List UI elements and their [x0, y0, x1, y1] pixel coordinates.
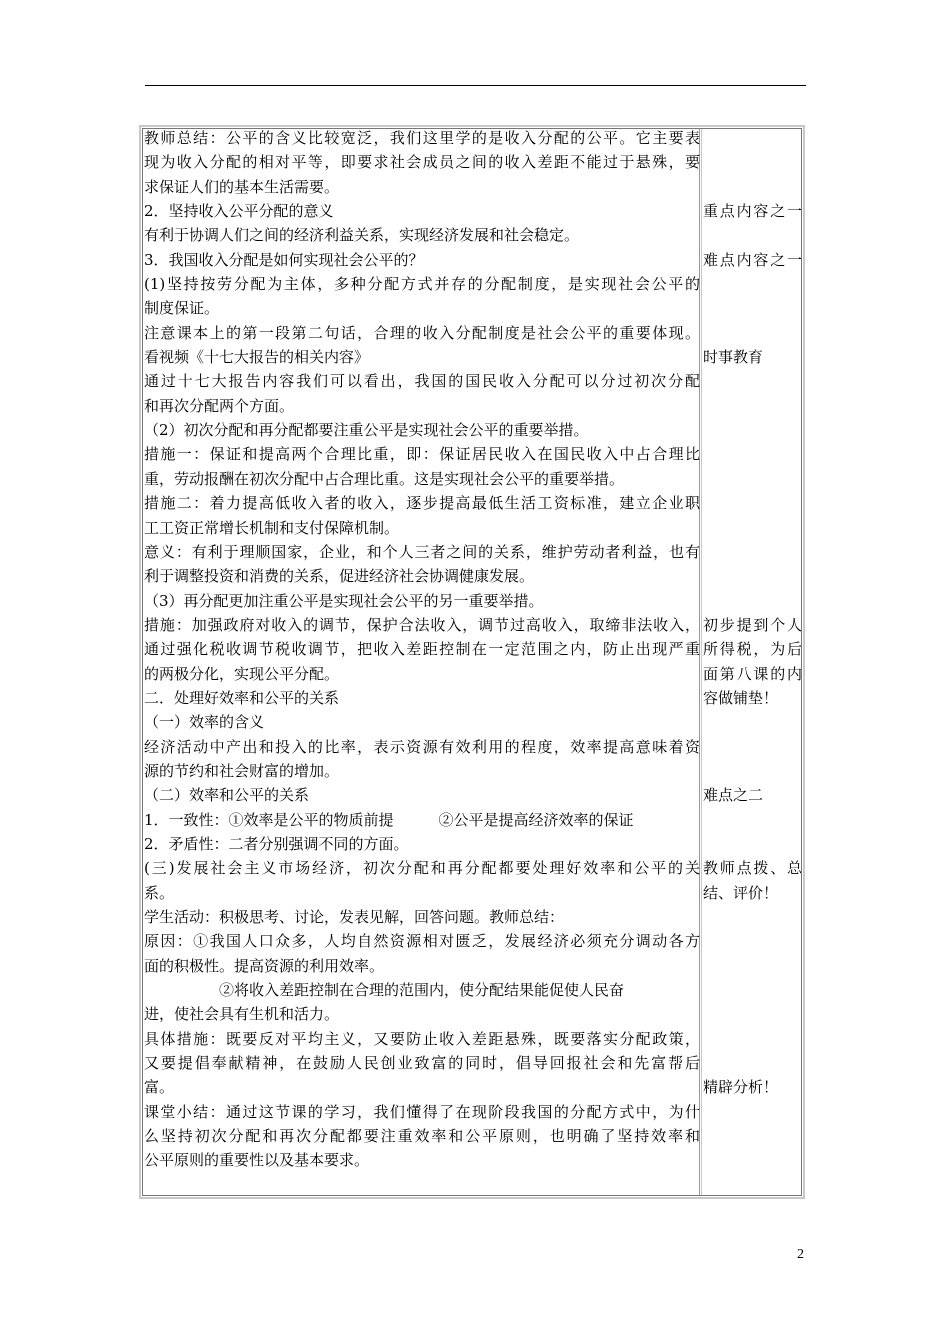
content-line: 二．处理好效率和公平的关系: [144, 688, 340, 707]
note-line: 教师点拨、总: [703, 859, 802, 878]
note-line: [703, 710, 803, 734]
note-line: [703, 150, 803, 174]
content-line: 措施：加强政府对收入的调节，保护合法收入，调节过高收入，取缔非法收入，: [144, 615, 700, 634]
content-line: (三)发展社会主义市场经济，初次分配和再分配都要处理好效率和公平的关: [144, 859, 700, 878]
note-line: [703, 223, 803, 247]
content-line: 进，使社会具有生机和活力。: [144, 1005, 340, 1024]
content-line: 1．一致性：①效率是公平的物质前提 ②公平是提高经济效率的保证: [144, 810, 634, 829]
note-line: [703, 394, 803, 418]
content-line: （一）效率的含义: [144, 713, 265, 732]
lesson-content-column: [144, 126, 700, 1173]
note-line: [703, 369, 803, 393]
note-line: [703, 954, 803, 978]
page-number: 2: [797, 1247, 804, 1262]
note-line: [703, 442, 803, 466]
note-line: [703, 905, 803, 929]
content-line: 措施二：着力提高低收入者的收入，逐步提高最低生活工资标准，建立企业职: [144, 494, 700, 513]
note-line: 所得税，为后: [703, 640, 802, 659]
note-line: [703, 589, 803, 613]
content-line: 系。: [144, 883, 175, 902]
content-line: 通过强化税收调节税收调节，把收入差距控制在一定范围之内，防止出现严重: [144, 640, 700, 659]
content-line: 面的积极性。提高资源的利用效率。: [144, 956, 385, 975]
content-line: 教师总结：公平的含义比较宽泛，我们这里学的是收入分配的公平。它主要表: [144, 129, 700, 147]
content-line: 重，劳动报酬在初次分配中占合理比重。这是实现社会公平的重要举措。: [144, 469, 625, 488]
content-line: 又要提倡奉献精神，在鼓励人民创业致富的同时，倡导回报社会和先富帮后: [144, 1054, 700, 1073]
content-line: （二）效率和公平的关系: [144, 786, 310, 805]
note-line: [703, 832, 803, 856]
content-line: 么坚持初次分配和再次分配都要注重效率和公平原则，也明确了坚持效率和: [144, 1127, 700, 1146]
content-line: 通过十七大报告内容我们可以看出，我国的国民收入分配可以分过初次分配: [144, 372, 700, 391]
teaching-notes-column: [703, 126, 803, 1100]
note-line: [703, 540, 803, 564]
note-line: 难点内容之一: [703, 250, 802, 269]
note-line: 初步提到个人: [703, 615, 802, 634]
content-line: 注意课本上的第一段第二句话，合理的收入分配制度是社会公平的重要体现。: [144, 323, 700, 342]
content-line: 富。: [144, 1078, 175, 1097]
note-line: [703, 1002, 803, 1026]
content-line: 看视频《十七大报告的相关内容》: [144, 348, 370, 367]
note-line: [703, 978, 803, 1002]
content-line: 措施一：保证和提高两个合理比重，即：保证居民收入在国民收入中占合理比: [144, 445, 700, 464]
note-line: [703, 516, 803, 540]
note-line: 面第八课的内: [703, 664, 802, 683]
content-line: 学生活动：积极思考、讨论，发表见解，回答问题。教师总结：: [144, 908, 565, 926]
note-line: [703, 467, 803, 491]
content-line: 利于调整投资和消费的关系，促进经济社会协调健康发展。: [144, 567, 535, 586]
content-line: 制度保证。: [144, 299, 220, 318]
content-line: 和再次分配两个方面。: [144, 396, 295, 415]
note-line: [703, 929, 803, 953]
note-line: [703, 272, 803, 296]
content-line: 意义：有利于理顺国家，企业，和个人三者之间的关系，维护劳动者利益，也有: [144, 542, 700, 561]
header-rule: [145, 85, 806, 86]
content-line: 课堂小结：通过这节课的学习，我们懂得了在现阶段我国的分配方式中，为什: [144, 1102, 700, 1121]
content-line: 源的节约和社会财富的增加。: [144, 761, 340, 780]
note-line: [703, 564, 803, 588]
note-line: [703, 321, 803, 345]
note-line: [703, 808, 803, 832]
content-line: 经济活动中产出和投入的比率，表示资源有效利用的程度，效率提高意味着资: [144, 737, 700, 756]
note-line: [703, 1051, 803, 1075]
note-line: [703, 491, 803, 515]
note-line: 结、评价！: [703, 883, 779, 902]
content-line: 2．坚持收入公平分配的意义: [144, 202, 334, 221]
note-line: 难点之二: [703, 786, 764, 805]
note-line: [703, 175, 803, 199]
content-line: 有利于协调人们之间的经济利益关系，实现经济发展和社会稳定。: [144, 226, 580, 245]
content-line: 2．矛盾性：二者分别强调不同的方面。: [144, 834, 409, 853]
note-line: [703, 296, 803, 320]
content-line: （3）再分配更加注重公平是实现社会公平的另一重要举措。: [144, 591, 544, 610]
content-line: 原因：①我国人口众多，人均自然资源相对匮乏，发展经济必须充分调动各方: [144, 932, 700, 951]
content-line: 3．我国收入分配是如何实现社会公平的？: [144, 250, 424, 269]
content-line: 求保证人们的基本生活需要。: [144, 177, 340, 196]
content-line: (1)坚持按劳分配为主体，多种分配方式并存的分配制度，是实现社会公平的: [144, 275, 700, 294]
note-line: [703, 759, 803, 783]
note-line: 重点内容之一: [703, 202, 802, 221]
content-line: 公平原则的重要性以及基本要求。: [144, 1151, 370, 1170]
note-line: [703, 126, 803, 150]
content-line: 具体措施：既要反对平均主义，又要防止收入差距悬殊，既要落实分配政策，: [144, 1029, 700, 1048]
content-line: （2）初次分配和再分配都要注重公平是实现社会公平的重要举措。: [144, 421, 589, 440]
note-line: [703, 735, 803, 759]
content-line: 的两极分化，实现公平分配。: [144, 664, 340, 683]
note-line: 容做铺垫！: [703, 688, 779, 707]
note-line: 精辟分析！: [703, 1078, 779, 1097]
note-line: [703, 1027, 803, 1051]
note-line: 时事教育: [703, 348, 764, 367]
content-line: 现为收入分配的相对平等，即要求社会成员之间的收入差距不能过于悬殊，要: [144, 153, 700, 172]
note-line: [703, 418, 803, 442]
content-line: ②将收入差距控制在合理的范围内，使分配结果能促使人民奋: [144, 981, 625, 1000]
content-line: 工工资正常增长机制和支付保障机制。: [144, 518, 400, 537]
